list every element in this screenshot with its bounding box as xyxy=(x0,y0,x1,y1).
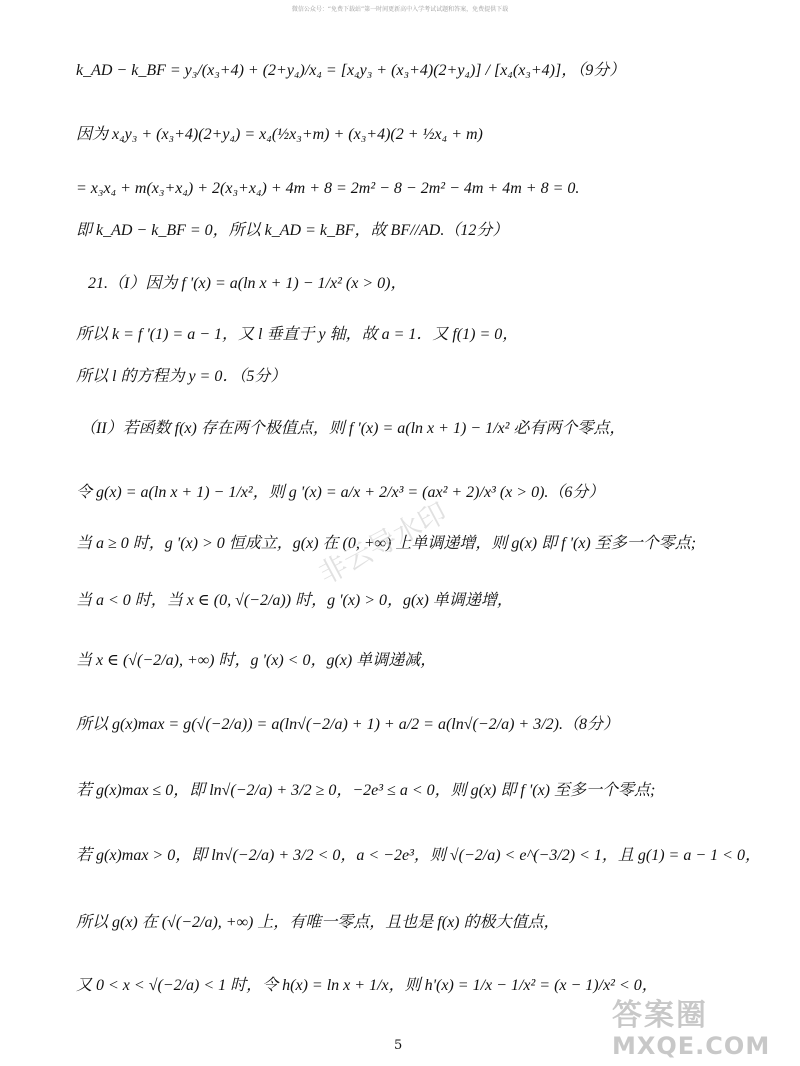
page-number: 5 xyxy=(394,1038,403,1053)
top-note: 微信公众号：“免费下载站”第一时间更新高中入学考试试题和答案，免费提供下载 xyxy=(291,6,509,13)
text-line: 所以 g(x) 在 (√(−2/a), +∞) 上，有唯一零点，且也是 f(x) 的极大值点， xyxy=(76,914,560,931)
text-line: 若 g(x)max ≤ 0，即 ln√(−2/a) + 3/2 ≥ 0，−2e³ ≤ a < 0，则 g(x) 即 f '(x) 至多一个零点; xyxy=(76,782,656,799)
text-line: 所以 l 的方程为 y = 0．（5分） xyxy=(76,368,287,385)
text-line: 即 k_AD − k_BF = 0，所以 k_AD = k_BF，故 BF//AD.（12分） xyxy=(76,222,509,239)
text-line: 当 x ∈ (√(−2/a), +∞) 时，g '(x) < 0，g(x) 单调递减， xyxy=(76,652,437,669)
text-line: 当 a ≥ 0 时，g '(x) > 0 恒成立，g(x) 在 (0, +∞) 上单调递增，则 g(x) 即 f '(x) 至多一个零点; xyxy=(76,535,697,552)
watermark-logo xyxy=(612,990,784,1060)
text-line: 因为 x₄y₃ + (x₃+4)(2+y₄) = x₄(½x₃+m) + (x₃+4)(2 + ½x₄ + m) xyxy=(76,126,483,143)
text-line: 令 g(x) = a(ln x + 1) − 1/x²，则 g '(x) = a/x + 2/x³ = (ax² + 2)/x³ (x > 0).（6分） xyxy=(76,484,605,501)
text-line: 若 g(x)max > 0，即 ln√(−2/a) + 3/2 < 0，a < −2e³，则 √(−2/a) < e^(−3/2) < 1，且 g(1) = a − 1 < 0， xyxy=(76,847,761,864)
text-line: 所以 g(x)max = g(√(−2/a)) = a(ln√(−2/a) + 1) + a/2 = a(ln√(−2/a) + 3/2).（8分） xyxy=(76,716,619,733)
text-line: 21.（I）因为 f '(x) = a(ln x + 1) − 1/x² (x > 0)， xyxy=(88,275,407,292)
text-line: k_AD − k_BF = y₃/(x₃+4) + (2+y₄)/x₄ = [x₄y₃ + (x₃+4)(2+y₄)] / [x₄(x₃+4)]，（9分） xyxy=(76,62,626,79)
text-line: 所以 k = f '(1) = a − 1，又 l 垂直于 y 轴，故 a = 1．又 f(1) = 0， xyxy=(76,326,519,343)
watermark-logo-line1: 答案圈 xyxy=(612,998,708,1033)
text-line: 又 0 < x < √(−2/a) < 1 时，令 h(x) = ln x + 1/x，则 h'(x) = 1/x − 1/x² = (x − 1)/x² < 0， xyxy=(76,977,658,994)
watermark-center: 非云导水印 xyxy=(313,495,453,591)
text-line: 当 a < 0 时，当 x ∈ (0, √(−2/a)) 时，g '(x) > 0，g(x) 单调递增， xyxy=(76,592,513,609)
watermark-logo-line2: MXQE.COM xyxy=(612,1032,771,1060)
text-line: （II）若函数 f(x) 存在两个极值点，则 f '(x) = a(ln x + 1) − 1/x² 必有两个零点， xyxy=(80,420,626,437)
text-line: = x₃x₄ + m(x₃+x₄) + 2(x₃+x₄) + 4m + 8 = 2m² − 8 − 2m² − 4m + 4m + 8 = 0. xyxy=(76,180,580,197)
